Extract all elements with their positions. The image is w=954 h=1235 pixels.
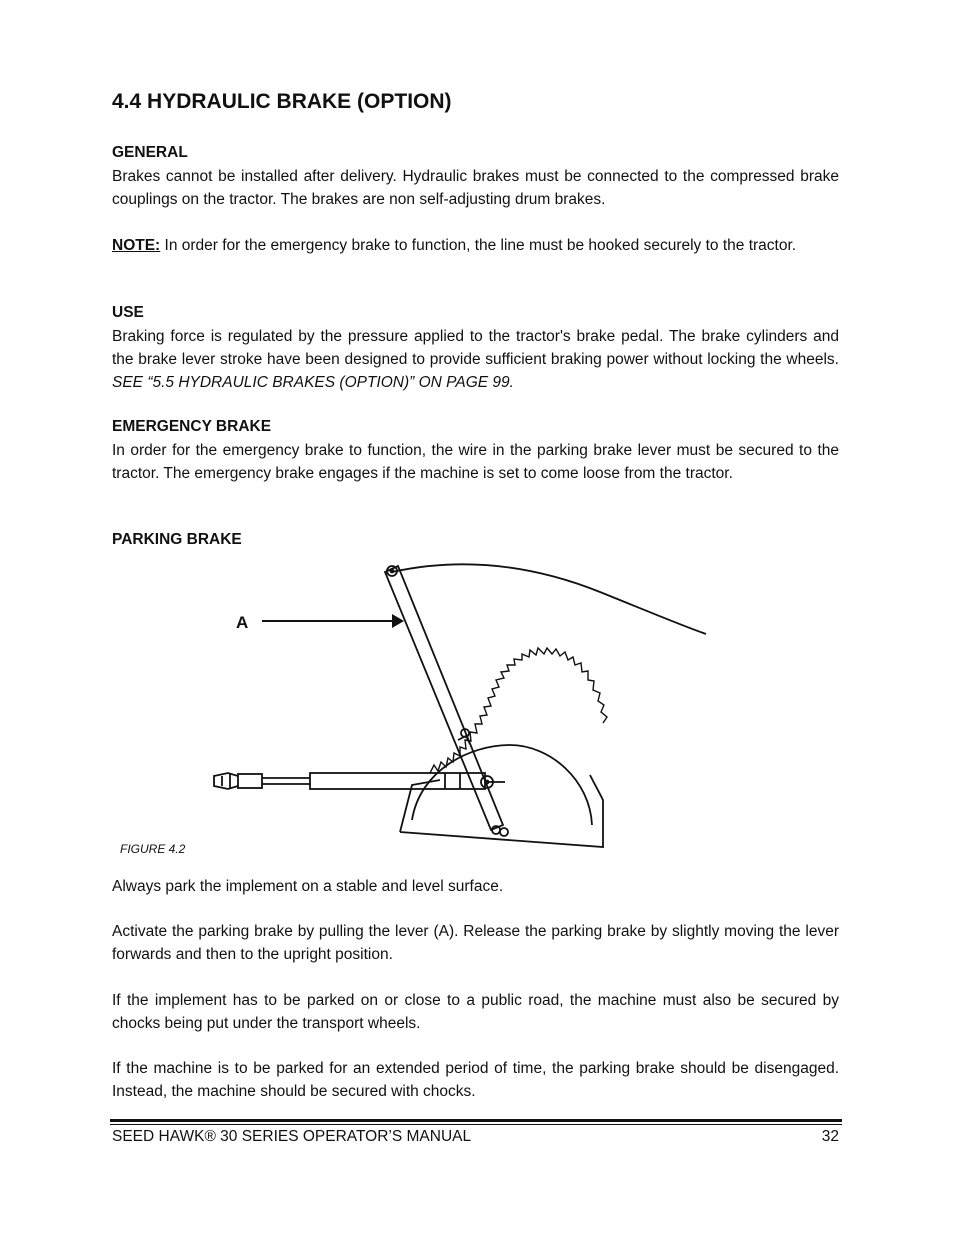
use-heading: USE	[112, 304, 144, 321]
section-title: 4.4 HYDRAULIC BRAKE (OPTION)	[112, 90, 452, 113]
parking-brake-figure	[205, 558, 715, 853]
footer-rule-thick	[110, 1119, 842, 1122]
footer-rule-thin	[110, 1124, 842, 1125]
figure-caption: FIGURE 4.2	[120, 842, 186, 856]
parking-paragraph-3: If the implement has to be parked on or close to a public road, the machine must also be secured by chocks being put under the transport wheels.	[112, 992, 839, 1032]
note-label: NOTE:	[112, 237, 161, 254]
note-paragraph	[112, 234, 839, 257]
clevis	[238, 774, 262, 788]
use-paragraph	[112, 325, 839, 394]
footer-manual-title: SEED HAWK® 30 SERIES OPERATOR’S MANUAL	[112, 1128, 472, 1145]
general-heading: GENERAL	[112, 144, 188, 161]
parking-paragraph-2: Activate the parking brake by pulling the lever (A). Release the parking brake by slightly moving the lever forwards and then to the upright position.	[112, 923, 839, 963]
parking-heading: PARKING BRAKE	[112, 531, 242, 548]
figure-label-a: A	[236, 613, 249, 632]
brake-cylinder	[310, 773, 485, 789]
emergency-heading: EMERGENCY BRAKE	[112, 418, 272, 435]
general-paragraph: Brakes cannot be installed after delivery. Hydraulic brakes must be connected to the compressed brake couplings on the tractor. The brakes are non self-adjusting drum brakes.	[112, 168, 839, 208]
parking-paragraph-4: If the machine is to be parked for an extended period of time, the parking brake should be disengaged. Instead, the machine should be secured with chocks.	[112, 1060, 839, 1100]
brake-cable	[392, 564, 706, 634]
footer-page-number: 32	[821, 1128, 839, 1145]
emergency-paragraph: In order for the emergency brake to function, the wire in the parking brake lever must be secured to the tractor. The emergency brake engages if the machine is set to come loose from the tractor.	[112, 442, 839, 482]
note-text: In order for the emergency brake to function, the line must be hooked securely to the tractor.	[160, 237, 797, 254]
use-reference: SEE “5.5 HYDRAULIC BRAKES (OPTION)” ON PAGE 99.	[112, 374, 514, 391]
use-text: Braking force is regulated by the pressure applied to the tractor's brake pedal. The brake cylinders and the brake lever stroke have been designed to provide sufficient braking power without locking the wheels.	[112, 328, 839, 368]
brake-lever	[385, 566, 503, 830]
ratchet-sector	[412, 745, 592, 825]
parking-paragraph-1: Always park the implement on a stable and level surface.	[112, 878, 504, 895]
